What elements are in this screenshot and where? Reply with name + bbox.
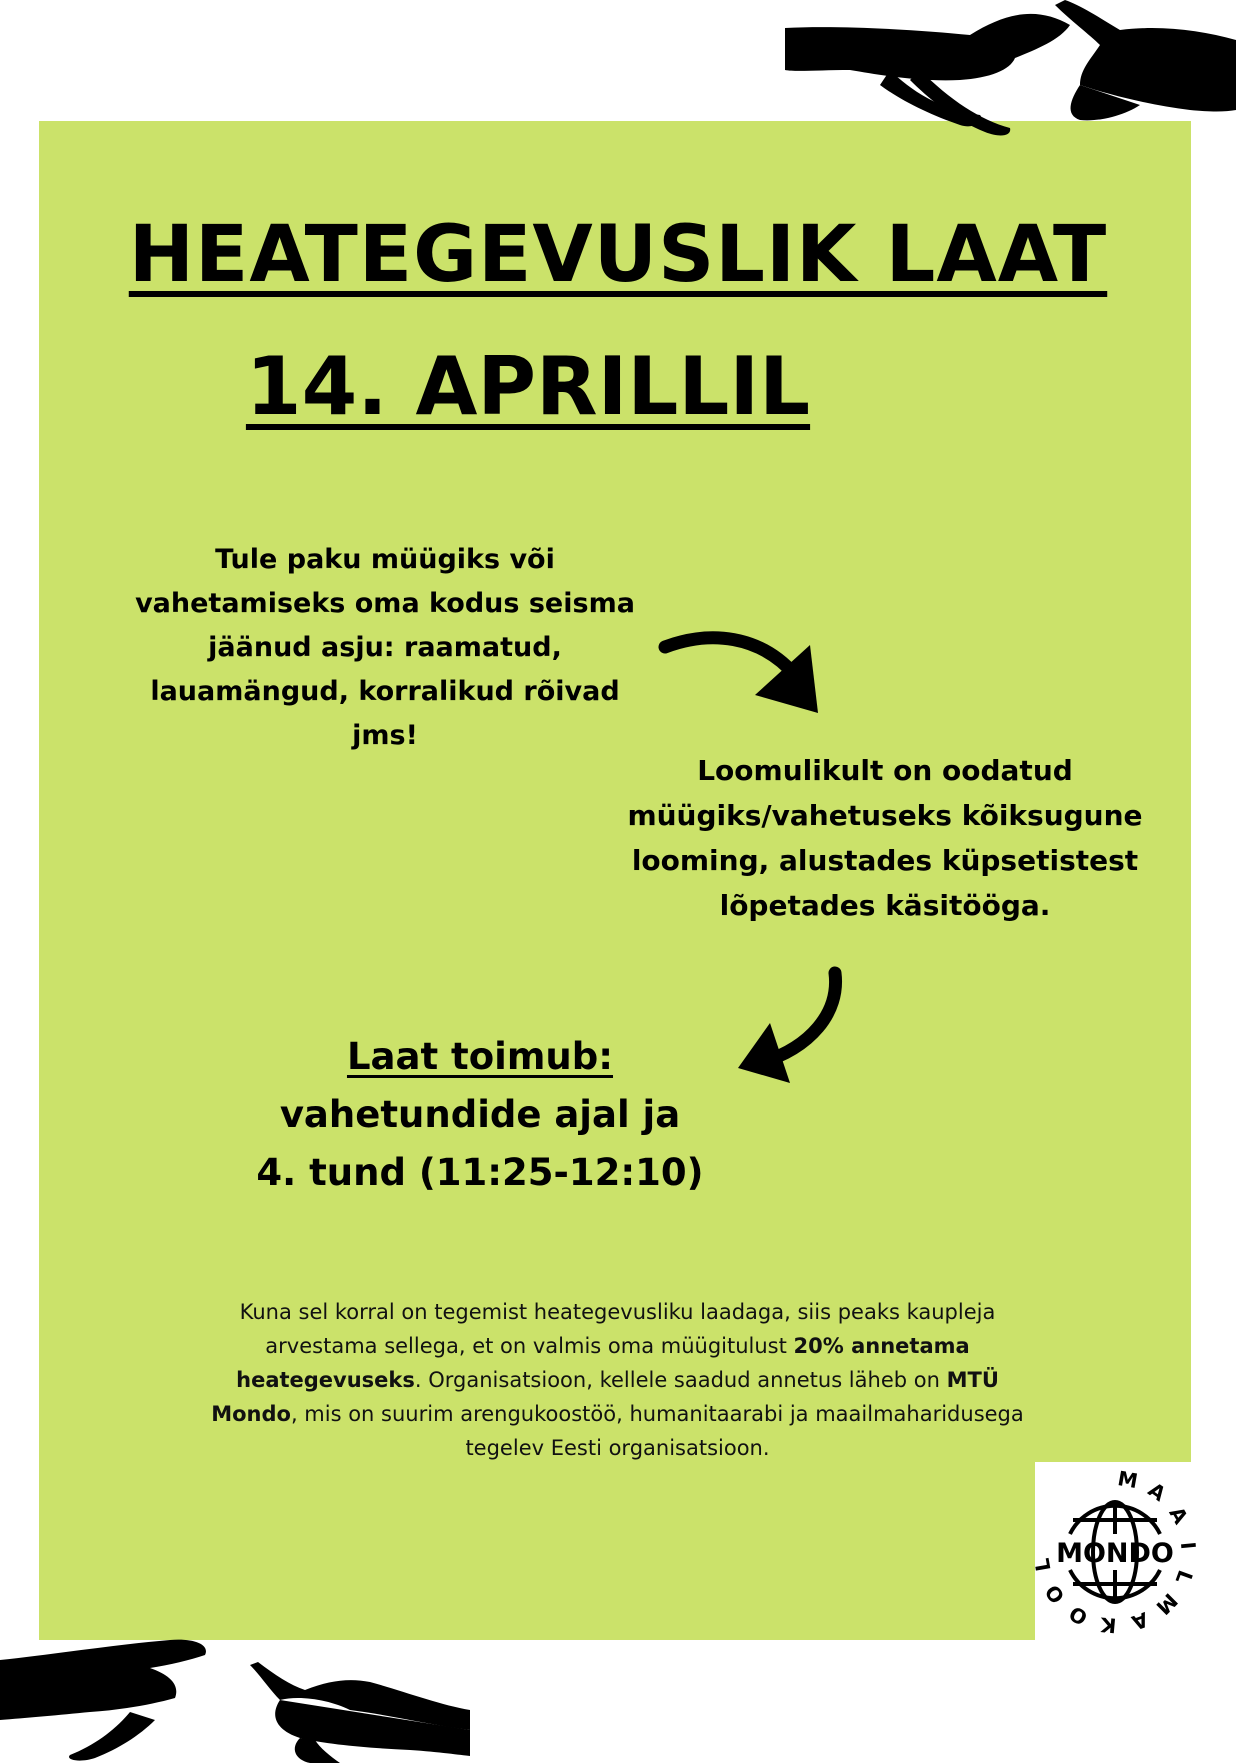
- event-time-label: Laat toimub:: [346, 1035, 614, 1078]
- event-time-line1: vahetundide ajal ja: [279, 1093, 681, 1136]
- logo-ring-letter: M: [1151, 1588, 1183, 1620]
- event-time: [220, 1028, 740, 1202]
- secondary-paragraph: Loomulikult on oodatud müügiks/vahetuseks kõiksugune looming, alustades küpsetistest lõpetades käsitööga.: [627, 754, 1143, 922]
- hands-bottom-icon: [0, 1620, 470, 1763]
- logo-ring-letter: A: [1128, 1607, 1152, 1636]
- logo-ring-letter: O: [1040, 1580, 1070, 1609]
- intro-paragraph: Tule paku müügiks või vahetamiseks oma kodus seisma jäänud asju: raamatud, lauamängud, korralikud rõivad jms!: [135, 544, 635, 751]
- mondo-logo: [1029, 1462, 1201, 1642]
- logo-name: MONDO: [1056, 1538, 1174, 1569]
- logo-ring-letter: I: [1175, 1540, 1201, 1551]
- logo-ring-letter: O: [1064, 1601, 1092, 1631]
- donation-note: Kuna sel korral on tegemist heategevusliku laadaga, siis peaks kaupleja arvestama sellega, et on valmis oma müügitulust 20% annetama heategevuseks. Organisatsioon, kellele saadud annetus läheb on MTÜ Mondo, mis on suurim arengukoostöö, humanitaarabi ja maailmaharidusega tegelev Eesti organisatsioon.: [211, 1300, 1024, 1460]
- globe-icon: [1029, 1462, 1201, 1642]
- logo-ring-letter: K: [1099, 1612, 1118, 1638]
- event-time-line2: 4. tund (11:25-12:10): [256, 1151, 704, 1194]
- logo-ring-letter: L: [1170, 1567, 1198, 1588]
- logo-ring-letter: L: [1029, 1556, 1056, 1574]
- logo-ring-letter: A: [1164, 1502, 1193, 1528]
- poster-title: HEATEGEVUSLIK LAAT: [128, 210, 1108, 300]
- logo-ring-letter: A: [1143, 1477, 1171, 1507]
- hands-top-icon: [780, 0, 1236, 160]
- arrow-left-down-icon: [730, 968, 850, 1093]
- poster-date: 14. APRILLIL: [245, 340, 811, 433]
- logo-ring-letter: M: [1115, 1466, 1140, 1494]
- arrow-right-down-icon: [660, 625, 830, 725]
